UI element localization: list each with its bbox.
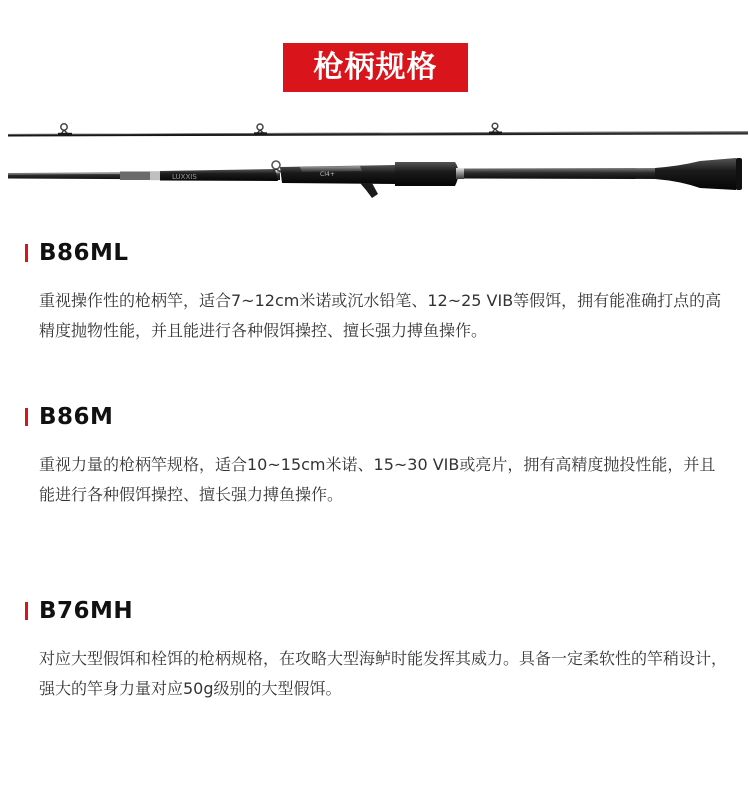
spec-description: 重视操作性的枪柄竿，适合7~12cm米诺或沉水铅笔、12~25 VIB等假饵，拥有能准确打点的高精度抛物性能，并且能进行各种假饵操控、擅长强力搏鱼操作。 xyxy=(39,291,722,340)
spec-heading xyxy=(25,402,725,432)
svg-text:CI4+: CI4+ xyxy=(320,171,335,178)
spec-description: 对应大型假饵和栓饵的枪柄规格，在攻略大型海鲈时能发挥其威力。具备一定柔软性的竿稍设计，强大的竿身力量对应50g级别的大型假饵。 xyxy=(39,649,728,698)
line-guide-icon xyxy=(58,124,72,136)
page-title: 枪柄规格 xyxy=(283,43,468,92)
spec-accent-bar xyxy=(25,602,28,620)
spec-heading xyxy=(25,238,725,268)
spec-description: 重视力量的枪柄竿规格，适合10~15cm米诺、15~30 VIB或亮片，拥有高精度抛投性能，并且能进行各种假饵操控、擅长强力搏鱼操作。 xyxy=(39,455,716,504)
spec-accent-bar xyxy=(25,244,28,262)
rod-butt-section xyxy=(8,158,742,198)
fishing-rod-image xyxy=(0,110,750,210)
spec-heading xyxy=(25,596,725,626)
rod-brand-text: LUXXIS xyxy=(172,173,197,181)
line-guide-icon xyxy=(254,124,267,135)
line-guide-icon xyxy=(489,123,502,134)
rod-tip-section xyxy=(8,123,748,136)
spec-model-name: B86M xyxy=(39,404,114,430)
line-guide-icon xyxy=(272,161,281,172)
spec-block-b76mh xyxy=(25,596,728,704)
spec-accent-bar xyxy=(25,408,28,426)
spec-block-b86ml xyxy=(25,238,725,346)
spec-model-name: B86ML xyxy=(39,240,129,266)
spec-block-b86m xyxy=(25,402,725,510)
spec-model-name: B76MH xyxy=(39,598,134,624)
